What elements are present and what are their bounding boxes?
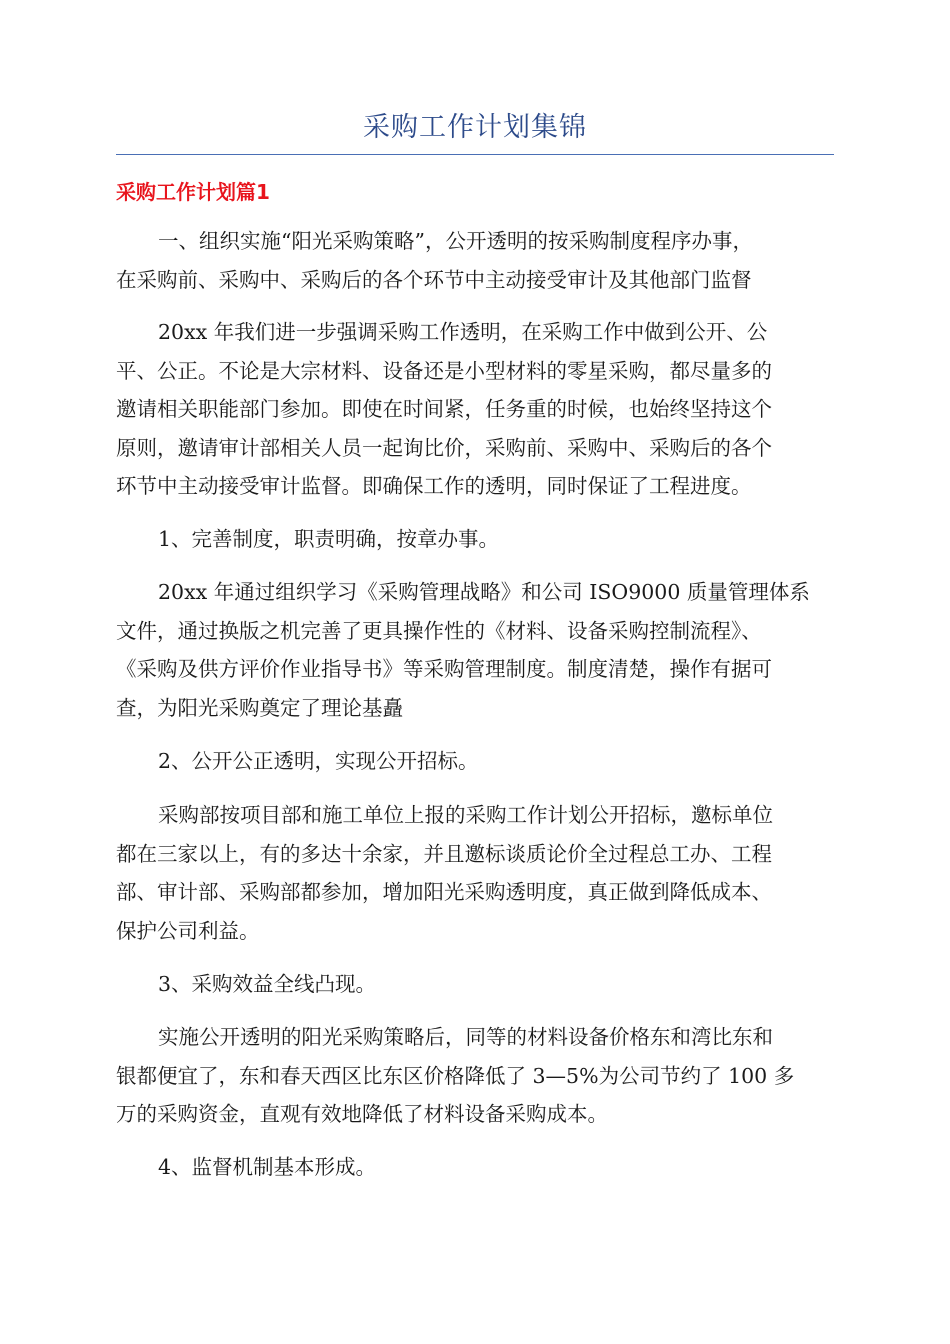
paragraph-line: 4、监督机制基本形成。 [158, 1155, 377, 1179]
paragraph-line: 3、采购效益全线凸现。 [158, 972, 377, 996]
paragraph-line: 平、公正。不论是大宗材料、设备还是小型材料的零星采购，都尽量多的 [116, 358, 772, 383]
paragraph-line: 20xx 年我们进一步强调采购工作透明，在采购工作中做到公开、公 [158, 320, 768, 344]
paragraph-line: 在采购前、采购中、采购后的各个环节中主动接受审计及其他部门监督 [116, 267, 752, 292]
paragraph-line: 20xx 年通过组织学习《采购管理战略》和公司 ISO9000 质量管理体系 [158, 580, 810, 604]
paragraph-line: 采购部按项目部和施工单位上报的采购工作计划公开招标，邀标单位 [158, 803, 773, 827]
paragraph-line: 保护公司利益。 [116, 918, 260, 943]
paragraph-line: 1、完善制度，职责明确，按章办事。 [158, 527, 500, 551]
paragraph-line: 实施公开透明的阳光采购策略后，同等的材料设备价格东和湾比东和 [158, 1025, 773, 1049]
paragraph-line: 查，为阳光采购奠定了理论基矗 [116, 695, 403, 720]
paragraph-5 [116, 1018, 834, 1134]
paragraph-4 [116, 796, 834, 950]
paragraph-2 [116, 313, 834, 506]
list-item-1 [116, 520, 834, 559]
paragraph-line: 《采购及供方评价作业指导书》等采购管理制度。制度清楚，操作有据可 [116, 657, 772, 681]
paragraph-line: 原则，邀请审计部相关人员一起询比价，采购前、采购中、采购后的各个 [116, 435, 772, 460]
document-title: 采购工作计划集锦 [363, 112, 587, 143]
paragraph-line: 都在三家以上，有的多达十余家，并且邀标谈质论价全过程总工办、工程 [116, 841, 772, 866]
list-item-3 [116, 965, 834, 1004]
title-underline [116, 154, 834, 155]
paragraph-1 [116, 222, 834, 299]
paragraph-line: 环节中主动接受审计监督。即确保工作的透明，同时保证了工程进度。 [116, 474, 752, 498]
paragraph-line: 一、组织实施“阳光采购策略”，公开透明的按采购制度程序办事， [158, 229, 753, 253]
section-heading: 采购工作计划篇1 [116, 180, 270, 204]
list-item-2 [116, 742, 834, 781]
paragraph-3 [116, 573, 834, 727]
paragraph-line: 万的采购资金，直观有效地降低了材料设备采购成本。 [116, 1102, 608, 1126]
paragraph-line: 银都便宜了，东和春天西区比东区价格降低了 3—5%为公司节约了 100 多 [116, 1063, 795, 1088]
paragraph-line: 2、公开公正透明，实现公开招标。 [158, 749, 479, 773]
paragraph-line: 邀请相关职能部门参加。即使在时间紧，任务重的时候，也始终坚持这个 [116, 397, 772, 421]
list-item-4 [116, 1148, 834, 1187]
paragraph-line: 文件，通过换版之机完善了更具操作性的《材料、设备采购控制流程》、 [116, 618, 762, 643]
paragraph-line: 部、审计部、采购部都参加，增加阳光采购透明度，真正做到降低成本、 [116, 880, 772, 904]
